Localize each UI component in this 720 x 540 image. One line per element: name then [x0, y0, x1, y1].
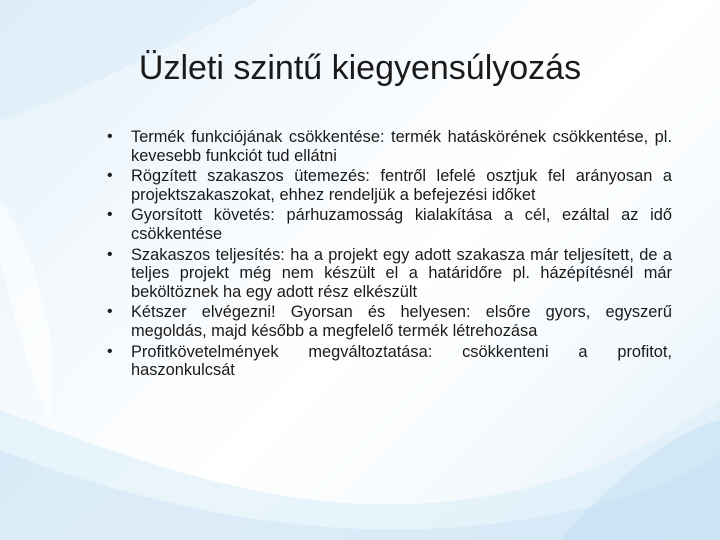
bullet-text: Profitkövetelmények megváltoztatása: csökkenteni a profitot, haszonkulcsát	[131, 342, 672, 380]
bullet-item-fast-tracking	[107, 206, 672, 243]
bullet-marker: •	[107, 128, 113, 145]
bullet-marker: •	[107, 342, 113, 360]
slide-title: Üzleti szintű kiegyensúlyozás	[138, 49, 582, 87]
bullet-list	[107, 128, 672, 382]
bullet-text: Szakaszos teljesítés: ha a projekt egy adott szakasza már teljesített, de a teljes projekt még nem készült el a határidőre pl. házépítésnél már beköltöznek ha egy adott rész elkészült	[131, 245, 672, 301]
bullet-marker: •	[107, 245, 113, 263]
bullet-marker: •	[107, 303, 113, 321]
bullet-item-product-scope	[107, 128, 672, 165]
bullet-text: Gyorsított követés: párhuzamosság kialakítása a cél, ezáltal az idő csökkentése	[131, 206, 672, 243]
bullet-marker: •	[107, 206, 113, 224]
bullet-item-fixed-phasing	[107, 167, 672, 204]
bullet-text: Rögzített szakaszos ütemezés: fentről lefelé osztjuk fel arányosan a projektszakaszokat, ehhez rendeljük a befejezési időket	[131, 167, 672, 204]
bullet-text: Termék funkciójának csökkentése: termék hatáskörének csökkentése, pl. kevesebb funkciót tud ellátni	[131, 128, 672, 165]
bullet-text: Kétszer elvégezni! Gyorsan és helyesen: elsőre gyors, egyszerű megoldás, majd később a megfelelő termék létrehozása	[131, 303, 672, 340]
bullet-item-do-it-twice	[107, 303, 672, 340]
bullet-item-phased-delivery	[107, 246, 672, 302]
bullet-item-profit-requirements	[107, 343, 672, 380]
bullet-marker: •	[107, 167, 113, 185]
